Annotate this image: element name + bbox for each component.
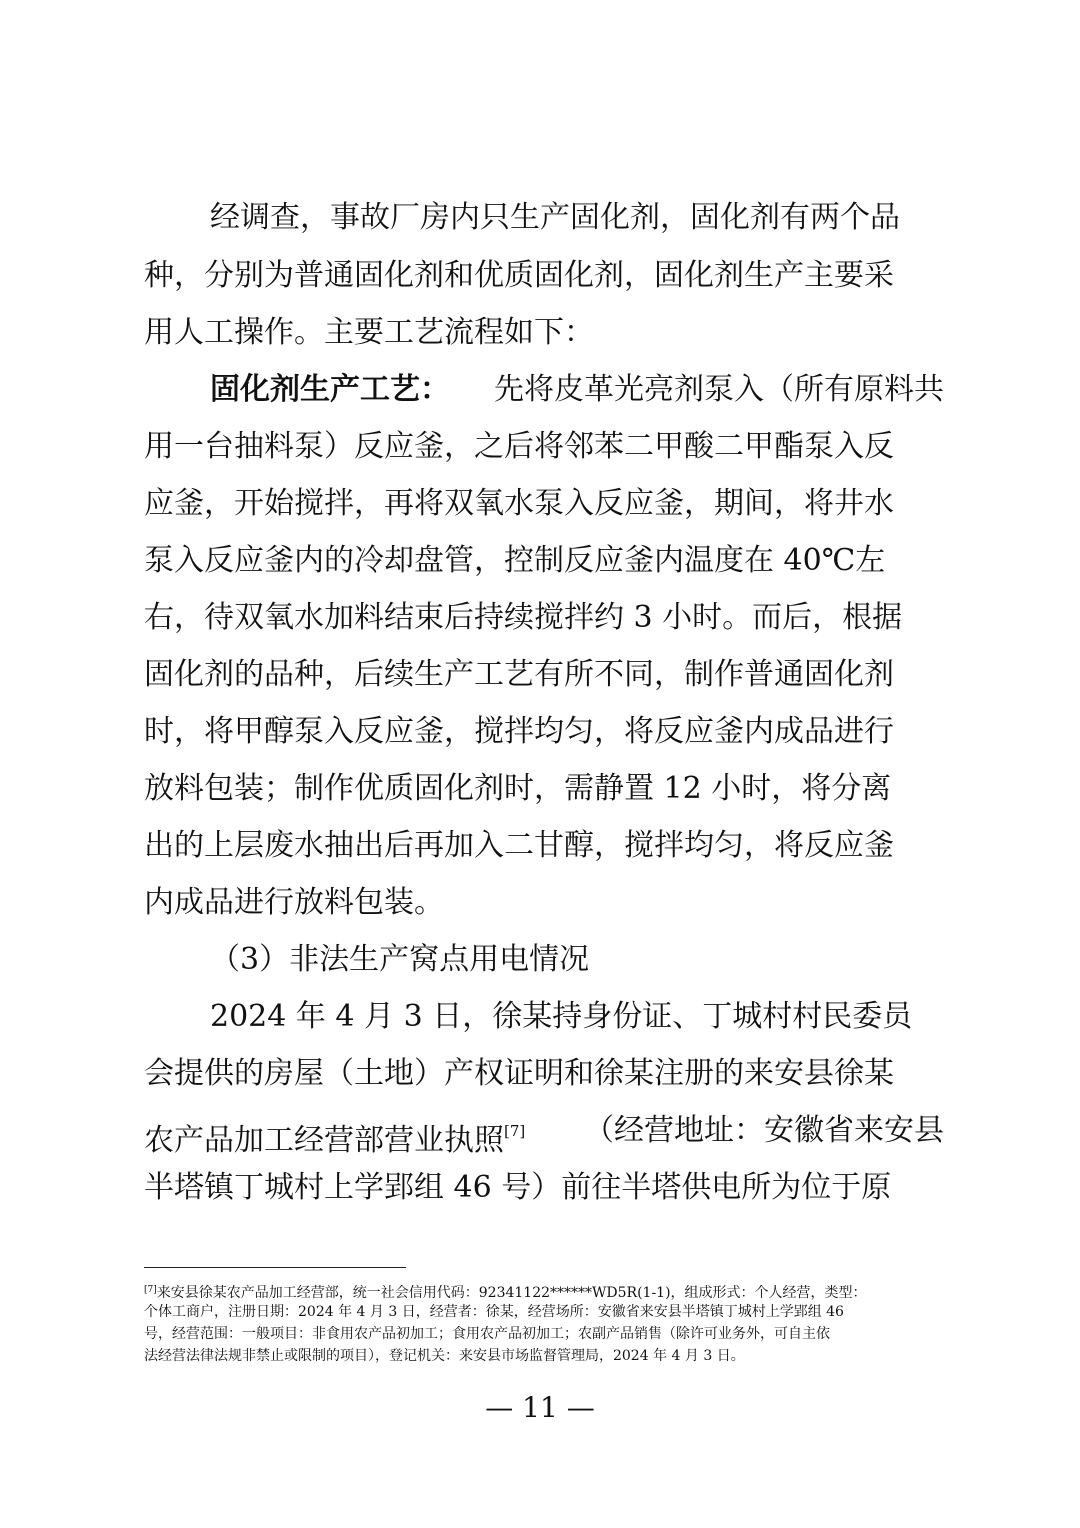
paragraph-3-line-3-a: 农产品加工经营部营业执照[7] <box>144 1122 526 1158</box>
paragraph-2-line-8: 放料包装；制作优质固化剂时，需静置 12 小时，将分离 <box>144 771 892 806</box>
paragraph-1-line-2: 种，分别为普通固化剂和优质固化剂，固化剂生产主要采 <box>144 258 894 293</box>
paragraph-2-line-3: 应釜，开始搅拌，再将双氧水泵入反应釜，期间，将井水 <box>144 486 894 521</box>
footnote-line-3: 号，经营范围：一般项目：非食用农产品初加工；食用农产品初加工；农副产品销售（除许可业务外，可自主依 <box>144 1326 830 1342</box>
paragraph-2-line-10: 内成品进行放料包装。 <box>144 885 444 920</box>
footnote-line-2: 个体工商户，注册日期：2024 年 4 月 3 日，经营者：徐某，经营场所：安徽省来安县半塔镇丁城村上学郢组 46 <box>144 1304 844 1320</box>
paragraph-3-line-2: 会提供的房屋（土地）产权证明和徐某注册的来安县徐某 <box>144 1056 894 1091</box>
footnote-divider <box>144 1267 406 1268</box>
paragraph-2-line-5: 右，待双氧水加料结束后持续搅拌约 3 小时。而后，根据 <box>144 600 903 635</box>
paragraph-2-line-6: 固化剂的品种，后续生产工艺有所不同，制作普通固化剂 <box>144 657 894 692</box>
paragraph-2-line-1-text: 先将皮革光亮剂泵入（所有原料共 <box>494 372 944 407</box>
paragraph-3-line-3-b: （经营地址：安徽省来安县 <box>584 1113 944 1148</box>
footnote-reference[interactable]: [7] <box>504 1122 526 1140</box>
footnote-line-1: [7]来安县徐某农产品加工经营部，统一社会信用代码：92341122******WD5R(1-1)，组成形式：个人经营，类型： <box>144 1285 867 1301</box>
paragraph-1-line-3: 用人工操作。主要工艺流程如下： <box>144 315 594 350</box>
page-number: — 11 — <box>485 1391 595 1424</box>
paragraph-2-line-7: 时，将甲醇泵入反应釜，搅拌均匀，将反应釜内成品进行 <box>144 714 894 749</box>
paragraph-2-line-1 <box>210 370 944 410</box>
paragraph-3-line-4: 半塔镇丁城村上学郢组 46 号）前往半塔供电所为位于原 <box>144 1170 892 1205</box>
paragraph-3-line-1: 2024 年 4 月 3 日，徐某持身份证、丁城村村民委员 <box>210 999 913 1034</box>
paragraph-2-line-9: 出的上层废水抽出后再加入二甘醇，搅拌均匀，将反应釜 <box>144 828 894 863</box>
paragraph-2-line-4: 泵入反应釜内的冷却盘管，控制反应釜内温度在 40℃左 <box>144 543 886 578</box>
footnote-marker: [7] <box>144 1285 157 1295</box>
process-heading: 固化剂生产工艺： <box>210 372 450 407</box>
footnote-line-4: 法经营法律法规非禁止或限制的项目），登记机关：来安县市场监督管理局，2024 年 4 月 3 日。 <box>144 1348 745 1364</box>
section-subheading: （3）非法生产窝点用电情况 <box>210 942 590 977</box>
paragraph-3-line-3 <box>144 1111 944 1161</box>
paragraph-2-line-2: 用一台抽料泵）反应釜，之后将邻苯二甲酸二甲酯泵入反 <box>144 429 894 464</box>
paragraph-1-line-1: 经调查，事故厂房内只生产固化剂，固化剂有两个品 <box>210 200 900 235</box>
